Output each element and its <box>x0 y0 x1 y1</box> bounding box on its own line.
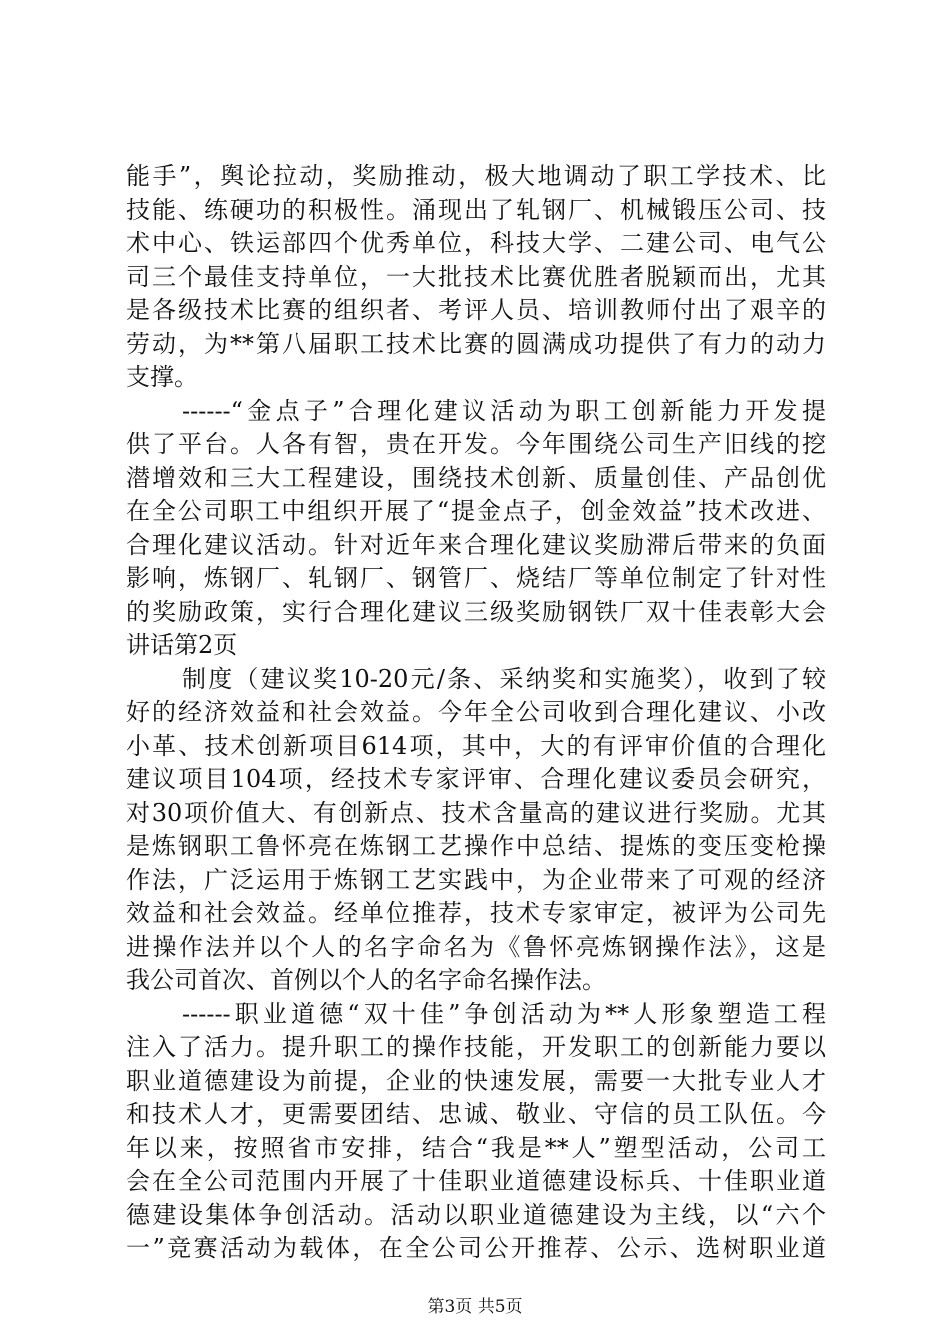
text-line: 技能、练硬功的积极性。涌现出了轧钢厂、机械锻压公司、技 <box>126 195 826 224</box>
text-line: 劳动，为**第八届职工技术比赛的圆满成功提供了有力的动力 <box>126 329 826 358</box>
text-line: 能手”，舆论拉动，奖励推动，极大地调动了职工学技术、比 <box>126 162 826 190</box>
text-line: 是各级技术比赛的组织者、考评人员、培训教师付出了艰辛的 <box>126 296 826 324</box>
text-line: 制度（建议奖10-20元/条、采纳奖和实施奖），收到了较 <box>182 664 826 693</box>
text-line: 是炼钢职工鲁怀亮在炼钢工艺操作中总结、提炼的变压变枪操 <box>126 832 826 860</box>
text-line: 一”竞赛活动为载体，在全公司公开推荐、公示、选树职业道 <box>126 1234 826 1262</box>
text-line: 潜增效和三大工程建设，围绕技术创新、质量创佳、产品创优 <box>126 463 826 492</box>
text-line: 术中心、铁运部四个优秀单位，科技大学、二建公司、电气公 <box>126 229 826 257</box>
text-line: 德建设集体争创活动。活动以职业道德建设为主线，以“六个 <box>126 1200 826 1229</box>
page-number: 第3页 共5页 <box>427 1297 523 1317</box>
text-line: 合理化建议活动。针对近年来合理化建议奖励滞后带来的负面 <box>126 530 826 559</box>
text-line: 效益和社会效益。经单位推荐，技术专家审定，被评为公司先 <box>126 899 826 927</box>
text-line: 职业道德建设为前提，企业的快速发展，需要一大批专业人才 <box>126 1066 826 1095</box>
text-line: 作法，广泛运用于炼钢工艺实践中，为企业带来了可观的经济 <box>126 865 826 894</box>
text-line: 司三个最佳支持单位，一大批技术比赛优胜者脱颖而出，尤其 <box>126 262 826 291</box>
text-line: 在全公司职工中组织开展了“提金点子，创金效益”技术改进、 <box>126 497 826 525</box>
text-line: 讲话第2页 <box>126 631 238 659</box>
text-line: 好的经济效益和社会效益。今年全公司收到合理化建议、小改 <box>126 698 826 726</box>
text-line: 的奖励政策，实行合理化建议三级奖励钢铁厂双十佳表彰大会 <box>126 597 826 626</box>
text-line: 对30项价值大、有创新点、技术含量高的建议进行奖励。尤其 <box>126 798 826 827</box>
text-line: 供了平台。人各有智，贵在开发。今年围绕公司生产旧线的挖 <box>126 430 826 458</box>
text-line: 我公司首次、首例以个人的名字命名操作法。 <box>126 966 606 994</box>
text-line: 影响，炼钢厂、轧钢厂、钢管厂、烧结厂等单位制定了针对性 <box>126 564 826 592</box>
text-line: ------“金点子”合理化建议活动为职工创新能力开发提 <box>182 396 826 425</box>
text-line: 进操作法并以个人的名字命名为《鲁怀亮炼钢操作法》，这是 <box>126 932 826 961</box>
text-line: 会在全公司范围内开展了十佳职业道德建设标兵、十佳职业道 <box>126 1167 826 1195</box>
text-line: 支撑。 <box>126 363 198 391</box>
body-text <box>126 160 826 1266</box>
text-line: 注入了活力。提升职工的操作技能，开发职工的创新能力要以 <box>126 1033 826 1061</box>
text-line: 和技术人才，更需要团结、忠诚、敬业、守信的员工队伍。今 <box>126 1100 826 1128</box>
text-line: ------职业道德“双十佳”争创活动为**人形象塑造工程 <box>182 999 826 1028</box>
text-line: 年以来，按照省市安排，结合“我是**人”塑型活动，公司工 <box>126 1133 826 1162</box>
text-line: 建议项目104项，经技术专家评审、合理化建议委员会研究， <box>126 765 826 793</box>
text-line: 小革、技术创新项目614项，其中，大的有评审价值的合理化 <box>126 731 826 760</box>
